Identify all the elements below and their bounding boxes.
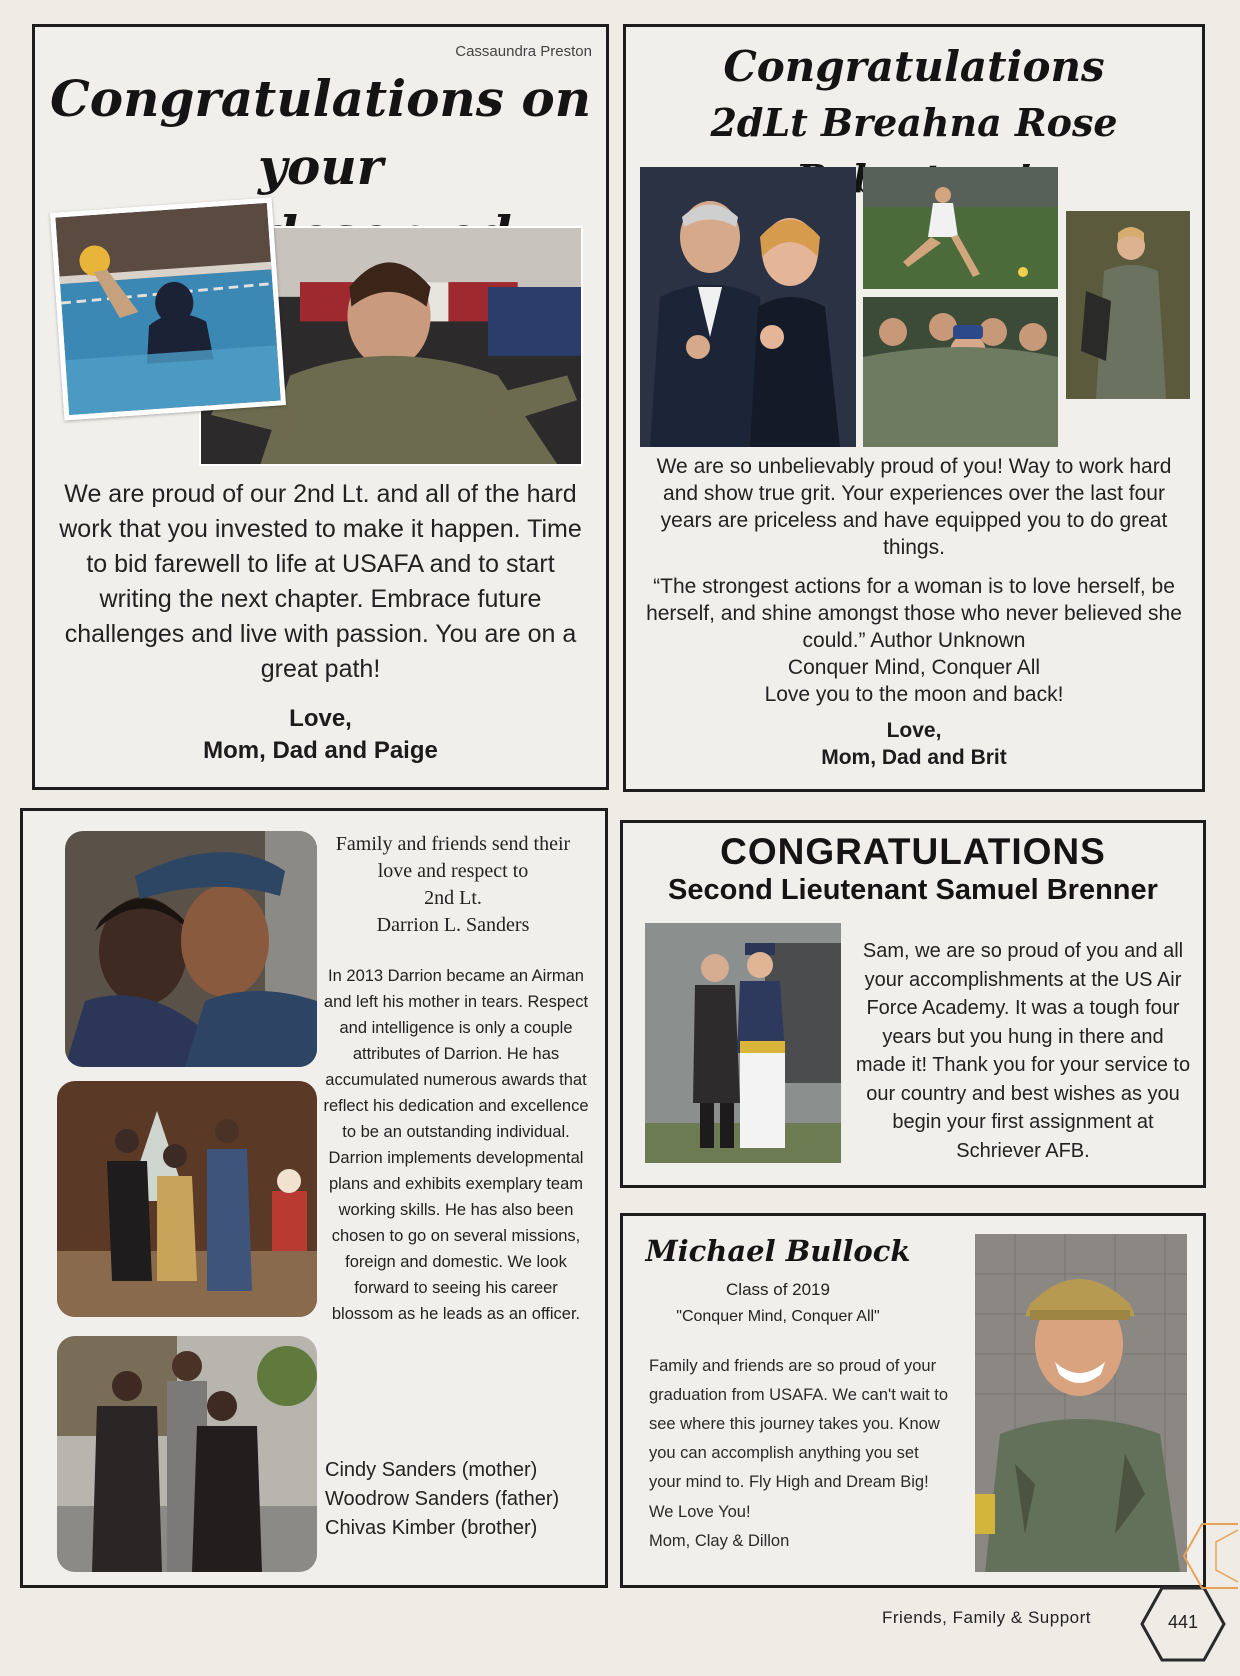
ad-preston <box>32 24 609 790</box>
ad-signoff <box>35 703 606 767</box>
signer-father: Woodrow Sanders (father) <box>325 1488 560 1510</box>
ad-quote: “The strongest actions for a woman is to love herself, be herself, and shine amongst those who never believed she could.” Author Unknown <box>646 575 1182 652</box>
photo-water-polo <box>50 198 286 421</box>
photo-father-daughter <box>640 167 856 447</box>
ad-signoff <box>626 717 1202 771</box>
ad-message: In 2013 Darrion became an Airman and left his mother in tears. Respect and intelligence is only a couple attributes of Darrion. He has accumulated numerous awards that reflect his dedication and excellence to be an outstanding individual. Darrion implements developmental plans and exhibits exemplary team working skills. He has also been chosen to go on several missions, foreign and domestic. We look forward to seeing his career blossom as he leads as an officer. <box>323 967 589 1323</box>
intro-line-1: Family and friends send their <box>335 833 571 855</box>
photo-field-group <box>863 297 1058 447</box>
ad-heading <box>623 831 1203 907</box>
photo-family-christmas <box>57 1081 317 1317</box>
signer-mother: Cindy Sanders (mother) <box>325 1459 538 1481</box>
heading-line-1: CONGRATULATIONS <box>720 831 1106 872</box>
ad-sanders <box>20 808 608 1588</box>
photo-credit: Cassaundra Preston <box>455 43 592 60</box>
heading-line-1: Congratulations <box>723 42 1105 91</box>
intro-line-4: Darrion L. Sanders <box>376 914 530 936</box>
heading-line-2: Second Lieutenant Samuel Brenner <box>668 874 1158 906</box>
photo-cadet-smiling <box>975 1234 1187 1572</box>
intro-line-3: 2nd Lt. <box>424 887 482 909</box>
ad-message: We are so unbelievably proud of you! Way to work hard and show true grit. Your experiences over the last four years are priceless and have equipped you to do great things. <box>656 455 1172 559</box>
ad-message: Family and friends are so proud of your graduation from USAFA. We can't wait to see where this journey takes you. Know you can accomplish anything you set your mind to. Fly High and Dream Big! <box>649 1357 949 1491</box>
ad-motto: "Conquer Mind, Conquer All" <box>676 1308 880 1325</box>
ad-class-year: Class of 2019 <box>726 1280 830 1299</box>
heading-line-1: Congratulations on your <box>49 69 592 196</box>
heading-line-2: 2dLt Breahna Rose <box>710 100 1118 145</box>
photo-mother-cadet <box>645 923 841 1163</box>
ad-signers <box>325 1456 559 1543</box>
ad-love-line: We Love You! <box>649 1503 751 1521</box>
hexagon-accent-icon <box>1182 1520 1238 1610</box>
page-number: 441 <box>1167 1612 1199 1632</box>
photo-mother-son <box>65 831 317 1067</box>
signoff-love: Love, <box>886 719 942 742</box>
ad-robertson <box>623 24 1205 792</box>
ad-closing: Love you to the moon and back! <box>764 683 1064 706</box>
footer-section-title: Friends, Family & Support <box>882 1608 1092 1627</box>
signoff-names: Mom, Dad and Brit <box>821 746 1007 769</box>
ad-message: We are proud of our 2nd Lt. and all of the hard work that you invested to make it happen. Time to bid farewell to life at USAFA and to start writing the next chapter. Embrace future challenges and live with passion. You are on a great path! <box>59 480 582 683</box>
signoff-names: Mom, Dad and Paige <box>203 737 438 764</box>
photo-three-family <box>57 1336 317 1572</box>
ad-motto: Conquer Mind, Conquer All <box>787 656 1041 679</box>
ad-brenner <box>620 820 1206 1188</box>
ad-signoff: Mom, Clay & Dillon <box>649 1532 790 1550</box>
photo-soccer <box>863 167 1058 289</box>
ad-bullock <box>620 1213 1206 1588</box>
photo-field-gear <box>1066 211 1190 399</box>
signer-brother: Chivas Kimber (brother) <box>325 1517 538 1539</box>
ad-name: Michael Bullock <box>645 1234 911 1268</box>
intro-line-2: love and respect to <box>377 860 529 882</box>
ad-intro <box>313 831 593 939</box>
ad-message: Sam, we are so proud of you and all your accomplishments at the US Air Force Academy. It was a tough four years but you hung in there and made it! Thank you for your service to our country and best wishes as you begin your first assignment at Schriever AFB. <box>855 940 1191 1162</box>
signoff-love: Love, <box>289 705 352 732</box>
